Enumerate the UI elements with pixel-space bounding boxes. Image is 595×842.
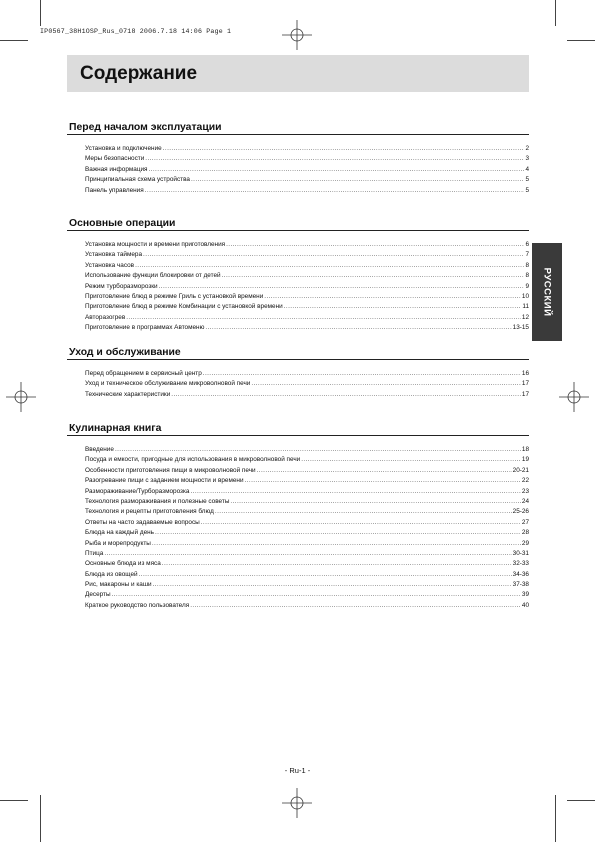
toc-entry: [85, 580, 529, 590]
toc-entry-label: Приготовление в программах Автоменю: [85, 324, 205, 332]
crop-mark: [40, 795, 41, 842]
crop-mark: [567, 40, 595, 41]
section-heading: Перед началом эксплуатации: [67, 121, 529, 135]
dot-leader: [104, 549, 511, 559]
page-number: - Ru-1 -: [284, 766, 311, 775]
language-tab-label: РУССКИЙ: [541, 267, 553, 317]
print-slug: IP0567_38H1OSP_Rus_0718 2006.7.18 14:06 Page 1: [40, 28, 232, 35]
dot-leader: [264, 292, 521, 302]
toc-entry-page: 11: [522, 303, 529, 311]
toc-entry-page: 25-26: [512, 508, 529, 516]
toc-entry-label: Технология размораживания и полезные советы: [85, 497, 230, 505]
entry-list: [67, 436, 529, 611]
toc-entry-page: 27: [521, 518, 529, 526]
toc-entry: [85, 497, 529, 507]
toc-entry-page: 12: [521, 313, 529, 321]
dot-leader: [126, 313, 521, 323]
toc-entry: [85, 445, 529, 455]
toc-entry: [85, 261, 529, 271]
toc-entry-label: Уход и техническое обслуживание микроволновой печи: [85, 380, 251, 388]
dot-leader: [152, 539, 521, 549]
toc-entry-page: 5: [525, 176, 529, 184]
dot-leader: [190, 487, 520, 497]
toc-entry-label: Установка таймера: [85, 251, 143, 259]
toc-entry-page: 5: [525, 186, 529, 194]
toc-entry-page: 3: [525, 155, 529, 163]
toc-entry: [85, 466, 529, 476]
toc-section: [67, 217, 529, 334]
crop-mark: [40, 0, 41, 26]
toc-entry: [85, 528, 529, 538]
entry-list: [67, 231, 529, 334]
toc-entry-label: Панель управления: [85, 186, 144, 194]
language-tab: [532, 243, 562, 341]
crop-mark: [567, 800, 595, 801]
dot-leader: [203, 369, 521, 379]
dot-leader: [226, 240, 524, 250]
dot-leader: [135, 261, 524, 271]
toc-entry: [85, 154, 529, 164]
entry-list: [67, 360, 529, 400]
toc-entry-label: Меры безопасности: [85, 155, 145, 163]
toc-entry-label: Краткое руководство пользователя: [85, 601, 190, 609]
toc-entry: [85, 186, 529, 196]
toc-entry-label: Режим турборазморозки: [85, 282, 158, 290]
toc-entry-label: Блюда на каждый день: [85, 529, 154, 537]
page-title: Содержание: [80, 63, 198, 84]
toc-entry-page: 17: [521, 390, 529, 398]
toc-entry: [85, 539, 529, 549]
dot-leader: [139, 570, 512, 580]
toc-entry-label: Приготовление блюд в режиме Комбинации с установкой времени: [85, 303, 283, 311]
dot-leader: [163, 144, 525, 154]
toc-entry-label: Авторазогрев: [85, 313, 126, 321]
toc-section: [67, 346, 529, 400]
toc-entry-label: Введение: [85, 446, 114, 453]
toc-entry-label: Размораживание/Турборазморозка: [85, 487, 190, 495]
registration-mark-right: [559, 382, 589, 412]
toc-entry: [85, 240, 529, 250]
dot-leader: [191, 175, 524, 185]
toc-entry: [85, 379, 529, 389]
toc-entry-label: Рис, макароны и каши: [85, 581, 152, 589]
toc-entry-label: Приготовление блюд в режиме Гриль с установкой времени: [85, 292, 264, 300]
toc-entry-page: 2: [525, 145, 529, 152]
toc-entry-label: Установка мощности и времени приготовления: [85, 241, 226, 248]
crop-mark: [0, 800, 28, 801]
registration-mark-top: [282, 20, 312, 50]
toc-entry: [85, 292, 529, 302]
toc-entry: [85, 570, 529, 580]
toc-entry-page: 4: [525, 165, 529, 173]
toc-entry-label: Принципиальная схема устройства: [85, 176, 190, 184]
toc-entry: [85, 590, 529, 600]
toc-entry-label: Установка часов: [85, 261, 135, 269]
toc-entry-label: Разогревание пищи с заданием мощности и времени: [85, 477, 244, 485]
toc-entry: [85, 390, 529, 400]
toc-entry: [85, 455, 529, 465]
toc-entry: [85, 165, 529, 175]
dot-leader: [149, 165, 525, 175]
dot-leader: [230, 497, 520, 507]
toc-entry-page: 28: [521, 529, 529, 537]
dot-leader: [159, 282, 525, 292]
dot-leader: [190, 601, 521, 611]
toc-entry: [85, 487, 529, 497]
crop-mark: [555, 795, 556, 842]
toc-entry-page: 8: [525, 261, 529, 269]
dot-leader: [201, 518, 521, 528]
section-heading: Кулинарная книга: [67, 422, 529, 436]
toc-entry-label: Технология и рецепты приготовления блюд: [85, 508, 214, 516]
toc-entry-label: Птица: [85, 549, 104, 557]
dot-leader: [245, 476, 521, 486]
toc-entry-page: 13-15: [512, 324, 529, 332]
toc-entry-page: 39: [521, 591, 529, 599]
crop-mark: [555, 0, 556, 26]
dot-leader: [153, 580, 512, 590]
toc-entry-page: 20-21: [512, 466, 529, 474]
dot-leader: [112, 590, 521, 600]
toc-section: [67, 121, 529, 196]
toc-entry-label: Посуда и емкости, пригодные для использования в микроволновой печи: [85, 456, 301, 464]
crop-mark: [0, 40, 28, 41]
toc-entry-label: Использование функции блокировки от детей: [85, 272, 221, 280]
toc-entry: [85, 313, 529, 323]
toc-entry: [85, 476, 529, 486]
toc-entry-page: 8: [525, 272, 529, 280]
toc-entry-label: Блюда из овощей: [85, 570, 138, 578]
dot-leader: [205, 323, 511, 333]
toc-entry-label: Особенности приготовления пищи в микроволновой печи: [85, 466, 256, 474]
toc-entry-page: 9: [525, 282, 529, 290]
toc-entry-label: Ответы на часто задаваемые вопросы: [85, 518, 200, 526]
toc-entry: [85, 175, 529, 185]
toc-entry-page: 37-38: [512, 581, 529, 589]
dot-leader: [143, 250, 524, 260]
toc-entry-page: 34-36: [512, 570, 529, 578]
toc-entry-page: 10: [521, 292, 529, 300]
section-heading: Уход и обслуживание: [67, 346, 529, 360]
toc-entry-label: Важная информация: [85, 165, 148, 173]
toc-entry-label: Десерты: [85, 591, 111, 599]
toc-entry-label: Перед обращением в сервисный центр: [85, 370, 202, 377]
dot-leader: [145, 154, 524, 164]
toc-entry-page: 18: [521, 446, 529, 453]
dot-leader: [251, 379, 521, 389]
entry-list: [67, 135, 529, 196]
toc-entry: [85, 518, 529, 528]
toc-entry-label: Рыба и морепродукты: [85, 539, 151, 547]
toc-entry-page: 22: [521, 477, 529, 485]
dot-leader: [162, 559, 512, 569]
registration-mark-left: [6, 382, 36, 412]
toc-entry-page: 6: [525, 241, 529, 248]
dot-leader: [115, 445, 521, 455]
toc-entry-page: 32-33: [512, 560, 529, 568]
toc-entry-page: 16: [521, 370, 529, 377]
registration-mark-bottom: [282, 788, 312, 818]
toc-entry: [85, 144, 529, 154]
toc-entry-page: 40: [521, 601, 529, 609]
dot-leader: [155, 528, 521, 538]
section-heading: Основные операции: [67, 217, 529, 231]
toc-entry-page: 24: [521, 497, 529, 505]
toc-entry: [85, 601, 529, 611]
toc-entry-page: 23: [521, 487, 529, 495]
toc-entry: [85, 549, 529, 559]
toc-entry-page: 29: [521, 539, 529, 547]
toc-entry: [85, 559, 529, 569]
toc-entry-page: 17: [521, 380, 529, 388]
dot-leader: [301, 455, 521, 465]
toc-entry-page: 19: [521, 456, 529, 464]
dot-leader: [284, 302, 522, 312]
toc-entry-label: Технические характеристики: [85, 390, 171, 398]
toc-entry-page: 30-31: [512, 549, 529, 557]
dot-leader: [145, 186, 525, 196]
toc-entry: [85, 271, 529, 281]
dot-leader: [215, 507, 512, 517]
toc-entry-label: Установка и подключение: [85, 145, 162, 152]
toc-entry: [85, 323, 529, 333]
dot-leader: [222, 271, 525, 281]
toc-entry: [85, 507, 529, 517]
toc-entry: [85, 282, 529, 292]
toc-section: [67, 422, 529, 611]
toc-entry: [85, 369, 529, 379]
dot-leader: [257, 466, 512, 476]
toc-entry: [85, 302, 529, 312]
toc-entry-page: 7: [525, 251, 529, 259]
dot-leader: [171, 390, 521, 400]
toc-entry-label: Основные блюда из мяса: [85, 560, 161, 568]
toc-entry: [85, 250, 529, 260]
